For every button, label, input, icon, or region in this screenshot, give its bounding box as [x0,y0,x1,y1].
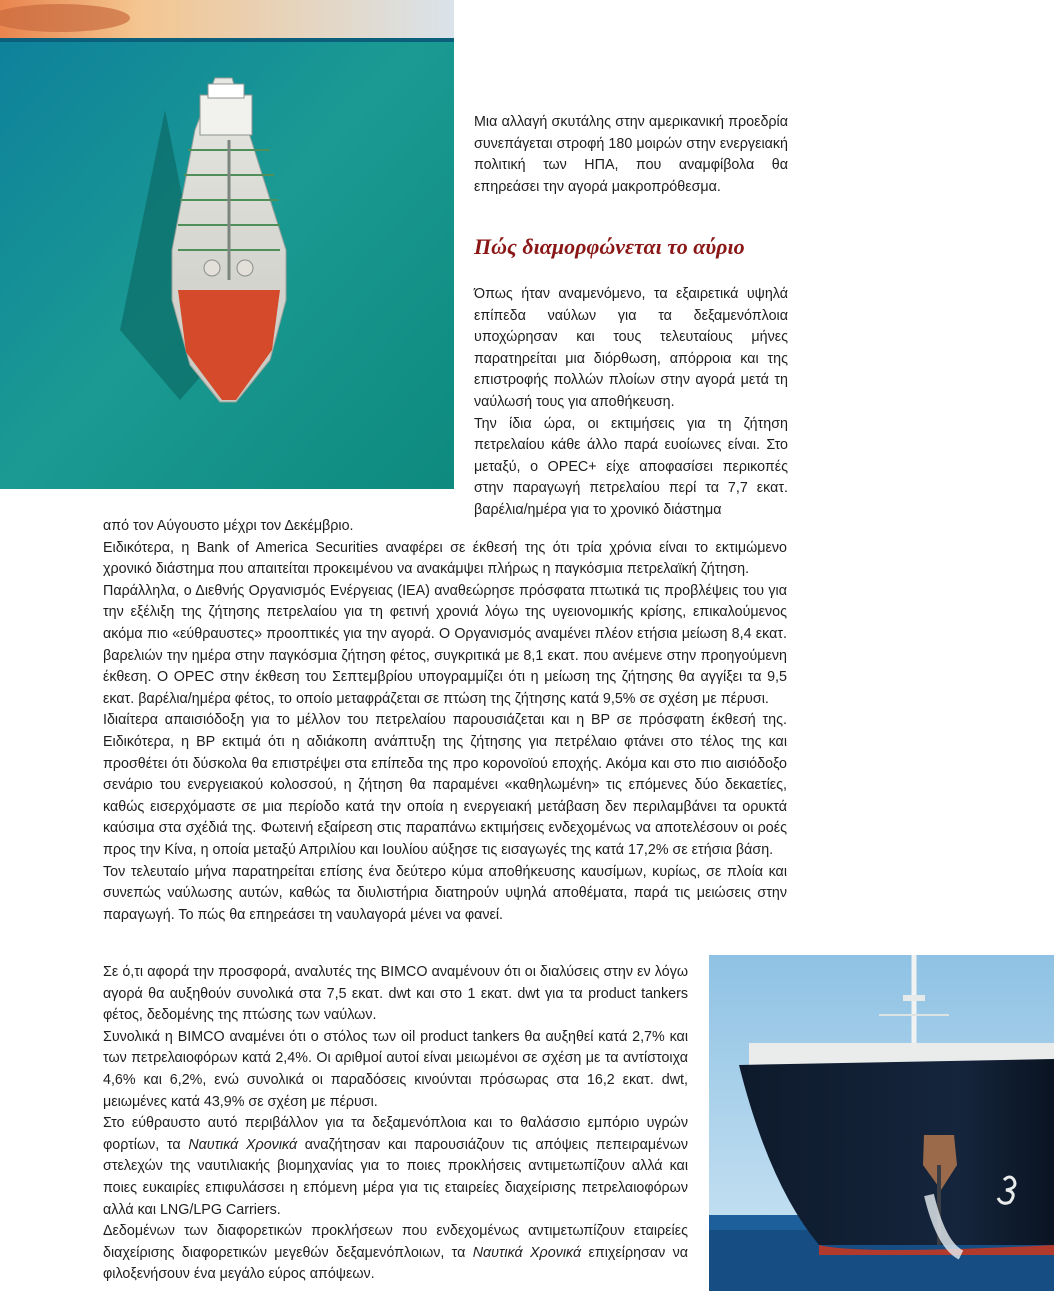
paragraph: Σε ό,τι αφορά την προσφορά, αναλυτές της BIMCO αναμένουν ότι οι διαλύσεις στην εν λόγω αγορά θα αυξηθούν συνολικά στα 7,5 εκατ. dwt και στο 1 εκατ. dwt για τα product tankers φέτος, δεδομένης της πτώσης των ναύλων. [103,964,688,1024]
paragraph: Παράλληλα, ο Διεθνής Οργανισμός Ενέργειας (IEA) αναθεώρησε πρόσφατα πτωτικά τις προβλέψεις του για την εξέλιξη της ζήτησης πετρελαίου για τη φετινή χρονιά λόγω της υγειονομικής κρίσης, επικαλούμενος ακόμα πιο «εύθραυστες» προοπτικές για την αγορά. Ο Οργανισμός αναμένει πλέον ετήσια μείωση 8,4 εκατ. βαρελιών την ημέρα στην παγκόσμια ζήτηση φέτος, συγκριτικά με 8,1 εκατ. που ανέμενε στην προηγούμενη έκθεση. Ο OPEC στην έκθεση του Σεπτεμβρίου υπογραμμίζει ότι η μείωση της ζήτησης θα αγγίξει τα 9,5 εκατ. βαρέλια/ημέρα φέτος, το οποίο μεταφράζεται σε πτώση της ζήτησης κατά 9,5% σε σχέση με πέρυσι. [103,582,787,707]
paragraph: Ειδικότερα, η Bank of America Securities αναφέρει σε έκθεσή της ότι τρία χρόνια είναι το εκτιμώμενο χρονικό διάστημα που απαιτείται προκειμένου να ανακάμψει πλήρως η παγκόσμια πετρελαϊκή ζήτηση. [103,539,787,578]
paragraph [103,1221,688,1286]
intro-paragraph [474,112,788,198]
publication-name: Ναυτικά Χρονικά [472,1244,582,1261]
paragraph [103,1113,688,1221]
paragraph: από τον Αύγουστο μέχρι τον Δεκέμβριο. [103,518,354,534]
lower-column-text [103,962,688,1286]
intro-text: Μια αλλαγή σκυτάλης στην αμερικανική προεδρία συνεπάγεται στροφή 180 μοιρών στην ενεργειακή πολιτική των ΗΠΑ, που αναμφίβολα θα επηρεάσει την αγορά μακροπρόθεσμα. [474,114,788,195]
text-run: Στο εύθραυστο αυτό περιβάλλον για τα δεξαμενόπλοια και το θαλάσσιο εμπόριο υγρών φορτίων, τα [103,1115,688,1153]
paragraph: Όπως ήταν αναμενόμενο, τα εξαιρετικά υψηλά επίπεδα ναύλων για τα δεξαμενόπλοια υποχώρησαν και τους τελευταίους μήνες παρατηρείται μια διόρθωση, απόρροια και της επιστροφής πολλών πλοίων στην αγορά μετά τη ναύλωσή τους για αποθήκευση. [474,286,788,410]
text-run: Δεδομένων των διαφορετικών προκλήσεων που ενδεχομένως αντιμετωπίζουν εταιρείες διαχείρισης διαφορετικών μεγεθών δεξαμενόπλοιων, τα [103,1223,688,1261]
text-run: επιχείρησαν να φιλοξενήσουν ένα μεγάλο εύρος απόψεων. [103,1244,688,1283]
publication-name: Ναυτικά Χρονικά [188,1136,298,1153]
section-heading: Πώς διαμορφώνεται το αύριο [474,234,745,259]
paragraph: Την ίδια ώρα, οι εκτιμήσεις για τη ζήτηση πετρελαίου κάθε άλλο παρά ευοίωνες είναι. Στο μεταξύ, ο OPEC+ είχε αποφασίσει περικοπές στην παραγωγή πετρελαίου περί τα 7,7 εκατ. βαρέλια/ημέρα για το χρονικό διάστημα [474,415,788,518]
main-column-text [103,516,787,926]
ship-bow-anchor-photo [709,955,1054,1291]
text-run: αναζήτησαν και παρουσιάζουν τις απόψεις πεπειραμένων στελεχών της ναυτιλιακής βιομηχανίας για το ποιες προκλήσεις αντιμετωπίζουν αλλά και ποιες ευκαιρίες επιφυλάσσει η επόμενη μέρα για τις εταιρείες διαχείρισης πετρελαιοφόρων αλλά και LNG/LPG Carriers. [103,1136,689,1218]
paragraph: Τον τελευταίο μήνα παρατηρείται επίσης ένα δεύτερο κύμα αποθήκευσης καυσίμων, κυρίως, σε πλοία και συνεπώς ναύλωσης αυτών, καθώς τα διυλιστήρια διατηρούν υψηλά αποθέματα, παρά τις μειώσεις στην παραγωγή. Το πώς θα επηρεάσει τη ναυλαγορά μένει να φανεί. [103,863,787,923]
aerial-tanker-photo [0,0,454,489]
right-column-text [474,284,788,522]
paragraph: Ιδιαίτερα απαισιόδοξη για το μέλλον του πετρελαίου παρουσιάζεται και η BP σε πρόσφατη έκθεσή της. Ειδικότερα, η BP εκτιμά ότι η αδιάκοπη ανάπτυξη της ζήτησης για πετρέλαιο φτάνει στο τέλος της και προσθέτει ότι δύσκολα θα επιστρέψει στα επίπεδα της προ κορονοϊού εποχής. Ακόμα και στο πιο αισιόδοξο σενάριο του ενεργειακού κολοσσού, η ζήτηση θα παραμένει «καθηλωμένη» τις επόμενες δύο δεκαετίες, καθώς εισερχόμαστε σε μια περίοδο κατά την οποία η ενεργειακή μετάβαση δεν περιλαμβάνει τα ορυκτά καύσιμα στα σχέδιά της. Φωτεινή εξαίρεση στις παραπάνω εκτιμήσεις ενδεχομένως να αποτελέσουν οι ροές προς την Κίνα, η οποία μεταξύ Απριλίου και Ιουλίου αύξησε τις εισαγωγές της κατά 17,2% σε ετήσια βάση. [103,712,787,858]
paragraph: Συνολικά η BIMCO αναμένει ότι ο στόλος των oil product tankers θα αυξηθεί κατά 2,7% και των πετρελαιοφόρων κατά 2,4%. Οι αριθμοί αυτοί είναι μειωμένοι σε σχέση με τα αντίστοιχα 4,6% και 6,2%, ενώ συνολικά οι παραδόσεις κινούνται πρόσωρας στα 16,2 εκατ. dwt, μειωμένες κατά 43,9% σε σχέση με πέρυσι. [103,1028,688,1110]
